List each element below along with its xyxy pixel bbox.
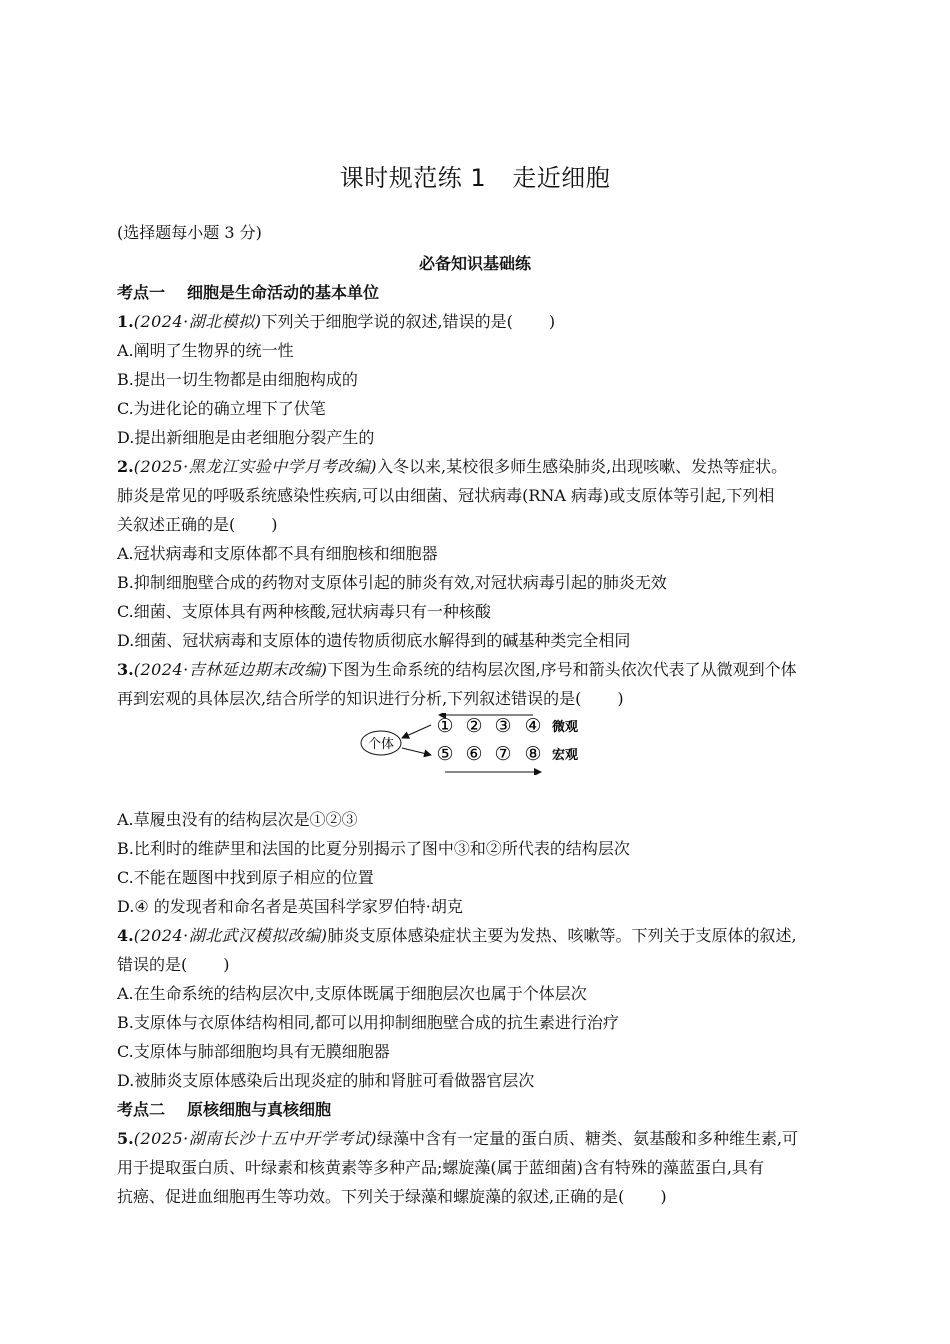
topic-label: 考点一 — [117, 283, 166, 302]
question-source: (2025·湖南长沙十五中开学考试) — [133, 1129, 377, 1148]
question-source: (2024·湖北武汉模拟改编) — [133, 926, 328, 945]
question-text: 下图为生命系统的结构层次图,序号和箭头依次代表了从微观到个体 — [327, 660, 797, 679]
question-text: 错误的是( — [117, 955, 188, 974]
individual-label: 个体 — [367, 737, 395, 752]
level-7: ⑦ — [494, 743, 512, 765]
macro-label: 宏观 — [552, 748, 579, 763]
page-title — [0, 158, 950, 193]
option: B.提出一切生物都是由细胞构成的 — [117, 370, 358, 389]
question-text-line — [117, 510, 837, 539]
question-1-stem — [117, 307, 837, 336]
question-text-line — [117, 1182, 837, 1211]
question-number: 1. — [117, 312, 134, 331]
answer-paren-close: ) — [271, 515, 278, 534]
option: C.为进化论的确立埋下了伏笔 — [117, 399, 326, 418]
question-5-stem — [117, 1124, 837, 1153]
topic-label: 考点二 — [117, 1100, 166, 1119]
answer-paren-close: ) — [548, 312, 556, 331]
hierarchy-figure — [357, 713, 597, 775]
question-3-stem — [117, 655, 837, 684]
question-source: (2025·黑龙江实验中学月考改编) — [133, 457, 377, 476]
option: A.在生命系统的结构层次中,支原体既属于细胞层次也属于个体层次 — [117, 984, 587, 1003]
micro-label: 微观 — [552, 720, 579, 735]
level-4: ④ — [524, 715, 542, 737]
title-sub: 走近细胞 — [512, 164, 611, 192]
question-number: 5. — [117, 1129, 134, 1148]
option: C.细菌、支原体具有两种核酸,冠状病毒只有一种核酸 — [117, 602, 491, 621]
question-4-stem — [117, 921, 837, 950]
answer-paren-close: ) — [223, 955, 230, 974]
question-text-line — [117, 684, 837, 713]
question-number: 4. — [117, 926, 134, 945]
question-list — [117, 278, 837, 1211]
question-text: 绿藻中含有一定量的蛋白质、糖类、氨基酸和多种维生素,可 — [377, 1129, 799, 1148]
question-text: 下列关于细胞学说的叙述,错误的是( — [261, 312, 513, 331]
question-source: (2024·吉林延边期末改编) — [133, 660, 328, 679]
topic-title: 细胞是生命活动的基本单位 — [187, 283, 380, 302]
question-text: 肺炎支原体感染症状主要为发热、咳嗽等。下列关于支原体的叙述, — [327, 926, 797, 945]
option: D.提出新细胞是由老细胞分裂产生的 — [117, 428, 375, 447]
question-number: 2. — [117, 457, 134, 476]
option: B.支原体与衣原体结构相同,都可以用抑制细胞壁合成的抗生素进行治疗 — [117, 1013, 619, 1032]
section-heading: 必备知识基础练 — [418, 254, 531, 273]
question-text: 抗癌、促进血细胞再生等功效。下列关于绿藻和螺旋藻的叙述,正确的是( — [117, 1187, 625, 1206]
option: B.抑制细胞壁合成的药物对支原体引起的肺炎有效,对冠状病毒引起的肺炎无效 — [117, 573, 667, 592]
option: D.④ 的发现者和命名者是英国科学家罗伯特·胡克 — [117, 897, 463, 916]
option: D.细菌、冠状病毒和支原体的遗传物质彻底水解得到的碱基种类完全相同 — [117, 631, 631, 650]
level-8: ⑧ — [524, 743, 542, 765]
question-text: 再到宏观的具体层次,结合所学的知识进行分析,下列叙述错误的是( — [117, 689, 582, 708]
level-3: ③ — [494, 715, 512, 737]
topic-heading-1 — [117, 278, 837, 307]
question-text: 入冬以来,某校很多师生感染肺炎,出现咳嗽、发热等症状。 — [377, 457, 788, 476]
question-text: 关叙述正确的是( — [117, 515, 236, 534]
score-note: (选择题每小题 3 分) — [117, 223, 262, 242]
question-number: 3. — [117, 660, 134, 679]
question-2-stem — [117, 452, 837, 481]
option: C.支原体与肺部细胞均具有无膜细胞器 — [117, 1042, 390, 1061]
level-2: ② — [465, 715, 483, 737]
answer-paren-close: ) — [660, 1187, 667, 1206]
option: B.比利时的维萨里和法国的比夏分别揭示了图中③和②所代表的结构层次 — [117, 839, 630, 858]
option: A.冠状病毒和支原体都不具有细胞核和细胞器 — [117, 544, 438, 563]
question-source: (2024·湖北模拟) — [133, 312, 262, 331]
life-system-diagram — [117, 713, 837, 805]
level-5: ⑤ — [436, 743, 454, 765]
question-text-line — [117, 950, 837, 979]
option: D.被肺炎支原体感染后出现炎症的肺和肾脏可看做器官层次 — [117, 1071, 535, 1090]
level-6: ⑥ — [465, 743, 483, 765]
question-text-line: 肺炎是常见的呼吸系统感染性疾病,可以由细菌、冠状病毒(RNA 病毒)或支原体等引起,下列相 — [117, 486, 775, 505]
from-individual-arrow — [402, 748, 431, 755]
title-main: 课时规范练 1 — [339, 164, 487, 192]
option: A.阐明了生物界的统一性 — [117, 341, 294, 360]
topic-heading-2 — [117, 1095, 837, 1124]
question-text-line: 用于提取蛋白质、叶绿素和核黄素等多种产品;螺旋藻(属于蓝细菌)含有特殊的藻蓝蛋白,具有 — [117, 1158, 764, 1177]
to-individual-arrow — [402, 725, 431, 738]
topic-title: 原核细胞与真核细胞 — [187, 1100, 332, 1119]
option: A.草履虫没有的结构层次是①②③ — [117, 810, 358, 829]
level-1: ① — [436, 715, 454, 737]
answer-paren-close: ) — [617, 689, 624, 708]
option: C.不能在题图中找到原子相应的位置 — [117, 868, 374, 887]
